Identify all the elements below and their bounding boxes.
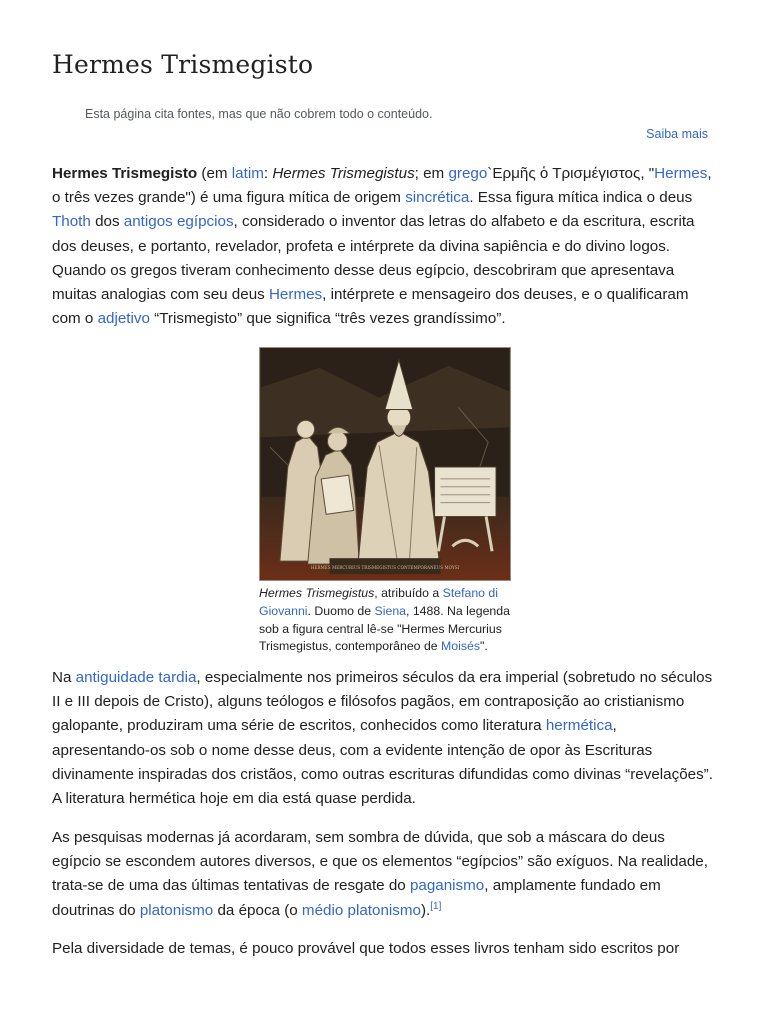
link-siena[interactable]: Siena — [374, 603, 406, 618]
text-span: , considerado o inventor das letras do alfabeto e da escritura, escrita dos deuses, e portanto, revelador, profeta e intérprete da divina sapiência e do divino logos. Quando os gregos tiveram conhecimento desse deus egípcio, descobriram que apresentava muitas analogias com seu deus — [52, 213, 695, 304]
figure-caption — [259, 585, 511, 656]
text-span: ". — [480, 639, 488, 654]
link-antigos-egipcios[interactable]: antigos egípcios — [123, 213, 234, 231]
greek-name: `Ερμῆς ὁ Τρισμέγιστος, " — [487, 165, 655, 182]
figure — [259, 347, 511, 656]
text-span: , atribuído a — [374, 586, 443, 600]
text-span: . Duomo de — [307, 603, 375, 618]
link-stefano-di-giovanni[interactable]: Stefano di Giovanni — [259, 586, 499, 618]
mosaic-inscription: HERMES MERCURIUS TRISMEGISTUS CONTEMPORANEUS MOYSI — [310, 565, 460, 571]
text-span: , o três vezes grande") é uma figura mítica de origem — [52, 165, 712, 207]
link-hermetica[interactable]: hermética — [545, 717, 613, 735]
caption-title: Hermes Trismegistus — [259, 586, 375, 600]
link-antiguidade-tardia[interactable]: antiguidade tardia — [75, 669, 197, 686]
text-span: As pesquisas modernas já acordaram, sem sombra de dúvida, que sob a máscara do deus egípcio se escondem autores diversos, e que os elementos “egípcios” são exíguos. Na realidade, trata-se de uma das últimas tentativas de resgate do — [52, 829, 708, 895]
sources-notice: Esta página cita fontes, mas que não cobrem todo o conteúdo. — [85, 107, 433, 121]
link-latim[interactable]: latim — [231, 165, 264, 182]
text-span: , intérprete e mensageiro dos deuses, e o qualificaram com o — [52, 286, 689, 328]
hermes-mosaic-image[interactable] — [259, 347, 511, 581]
intro-paragraph — [52, 162, 718, 331]
paragraph-antiguidade — [52, 666, 718, 811]
text-span: , 1488. Na legenda sob a figura central lê-se "Hermes Mercurius Trismegistus, contemporâneo de — [259, 603, 510, 654]
link-hermes[interactable]: Hermes — [654, 165, 708, 182]
reference-1-link[interactable]: [1] — [430, 900, 442, 912]
text-span: Na — [52, 669, 76, 686]
link-medio-platonismo[interactable]: médio platonismo — [301, 901, 421, 919]
paragraph-diversidade — [52, 937, 718, 961]
text-span: , apresentando-os sob o nome desse deus, com a evidente intenção de opor às Escrituras divinamente inspiradas dos cristãos, como outras escrituras difundidas como divinas “revelações”. A literatura hermética hoje em dia está quase perdida. — [52, 717, 713, 808]
link-grego[interactable]: grego — [448, 165, 488, 182]
text-span: : — [263, 165, 273, 182]
text-span: da época (o — [213, 901, 302, 919]
learn-more-link[interactable]: Saiba mais — [646, 127, 708, 141]
link-adjetivo[interactable]: adjetivo — [97, 310, 150, 328]
paragraph-pesquisas — [52, 826, 718, 923]
page-title: Hermes Trismegisto — [52, 50, 314, 79]
text-span: , amplamente fundado em doutrinas do — [52, 877, 661, 919]
text-span: (em — [197, 165, 232, 182]
text-span: dos — [90, 213, 124, 231]
link-thoth[interactable]: Thoth — [52, 213, 91, 231]
link-paganismo[interactable]: paganismo — [409, 877, 485, 895]
link-sincretica[interactable]: sincrética — [405, 189, 470, 207]
text-span: ; em — [414, 165, 449, 182]
text-span: “Trismegisto” que significa “três vezes grandíssimo”. — [149, 310, 506, 328]
latin-name: Hermes Trismegistus — [272, 165, 415, 182]
text-span: ). — [420, 901, 431, 919]
text-span: , especialmente nos primeiros séculos da era imperial (sobretudo no séculos II e III depois de Cristo), alguns teólogos e filósofos pagãos, em contraposição ao cristianismo galopante, produziram uma série de escritos, conhecidos como literatura — [52, 669, 713, 735]
link-platonismo[interactable]: platonismo — [139, 901, 214, 919]
link-moises[interactable]: Moisés — [441, 639, 480, 654]
subject-name: Hermes Trismegisto — [52, 165, 198, 182]
text-span: Pela diversidade de temas, é pouco provável que todos esses livros tenham sido escritos por — [52, 940, 680, 957]
text-span: . Essa figura mítica indica o deus — [469, 189, 693, 207]
link-hermes-god[interactable]: Hermes — [268, 286, 323, 304]
